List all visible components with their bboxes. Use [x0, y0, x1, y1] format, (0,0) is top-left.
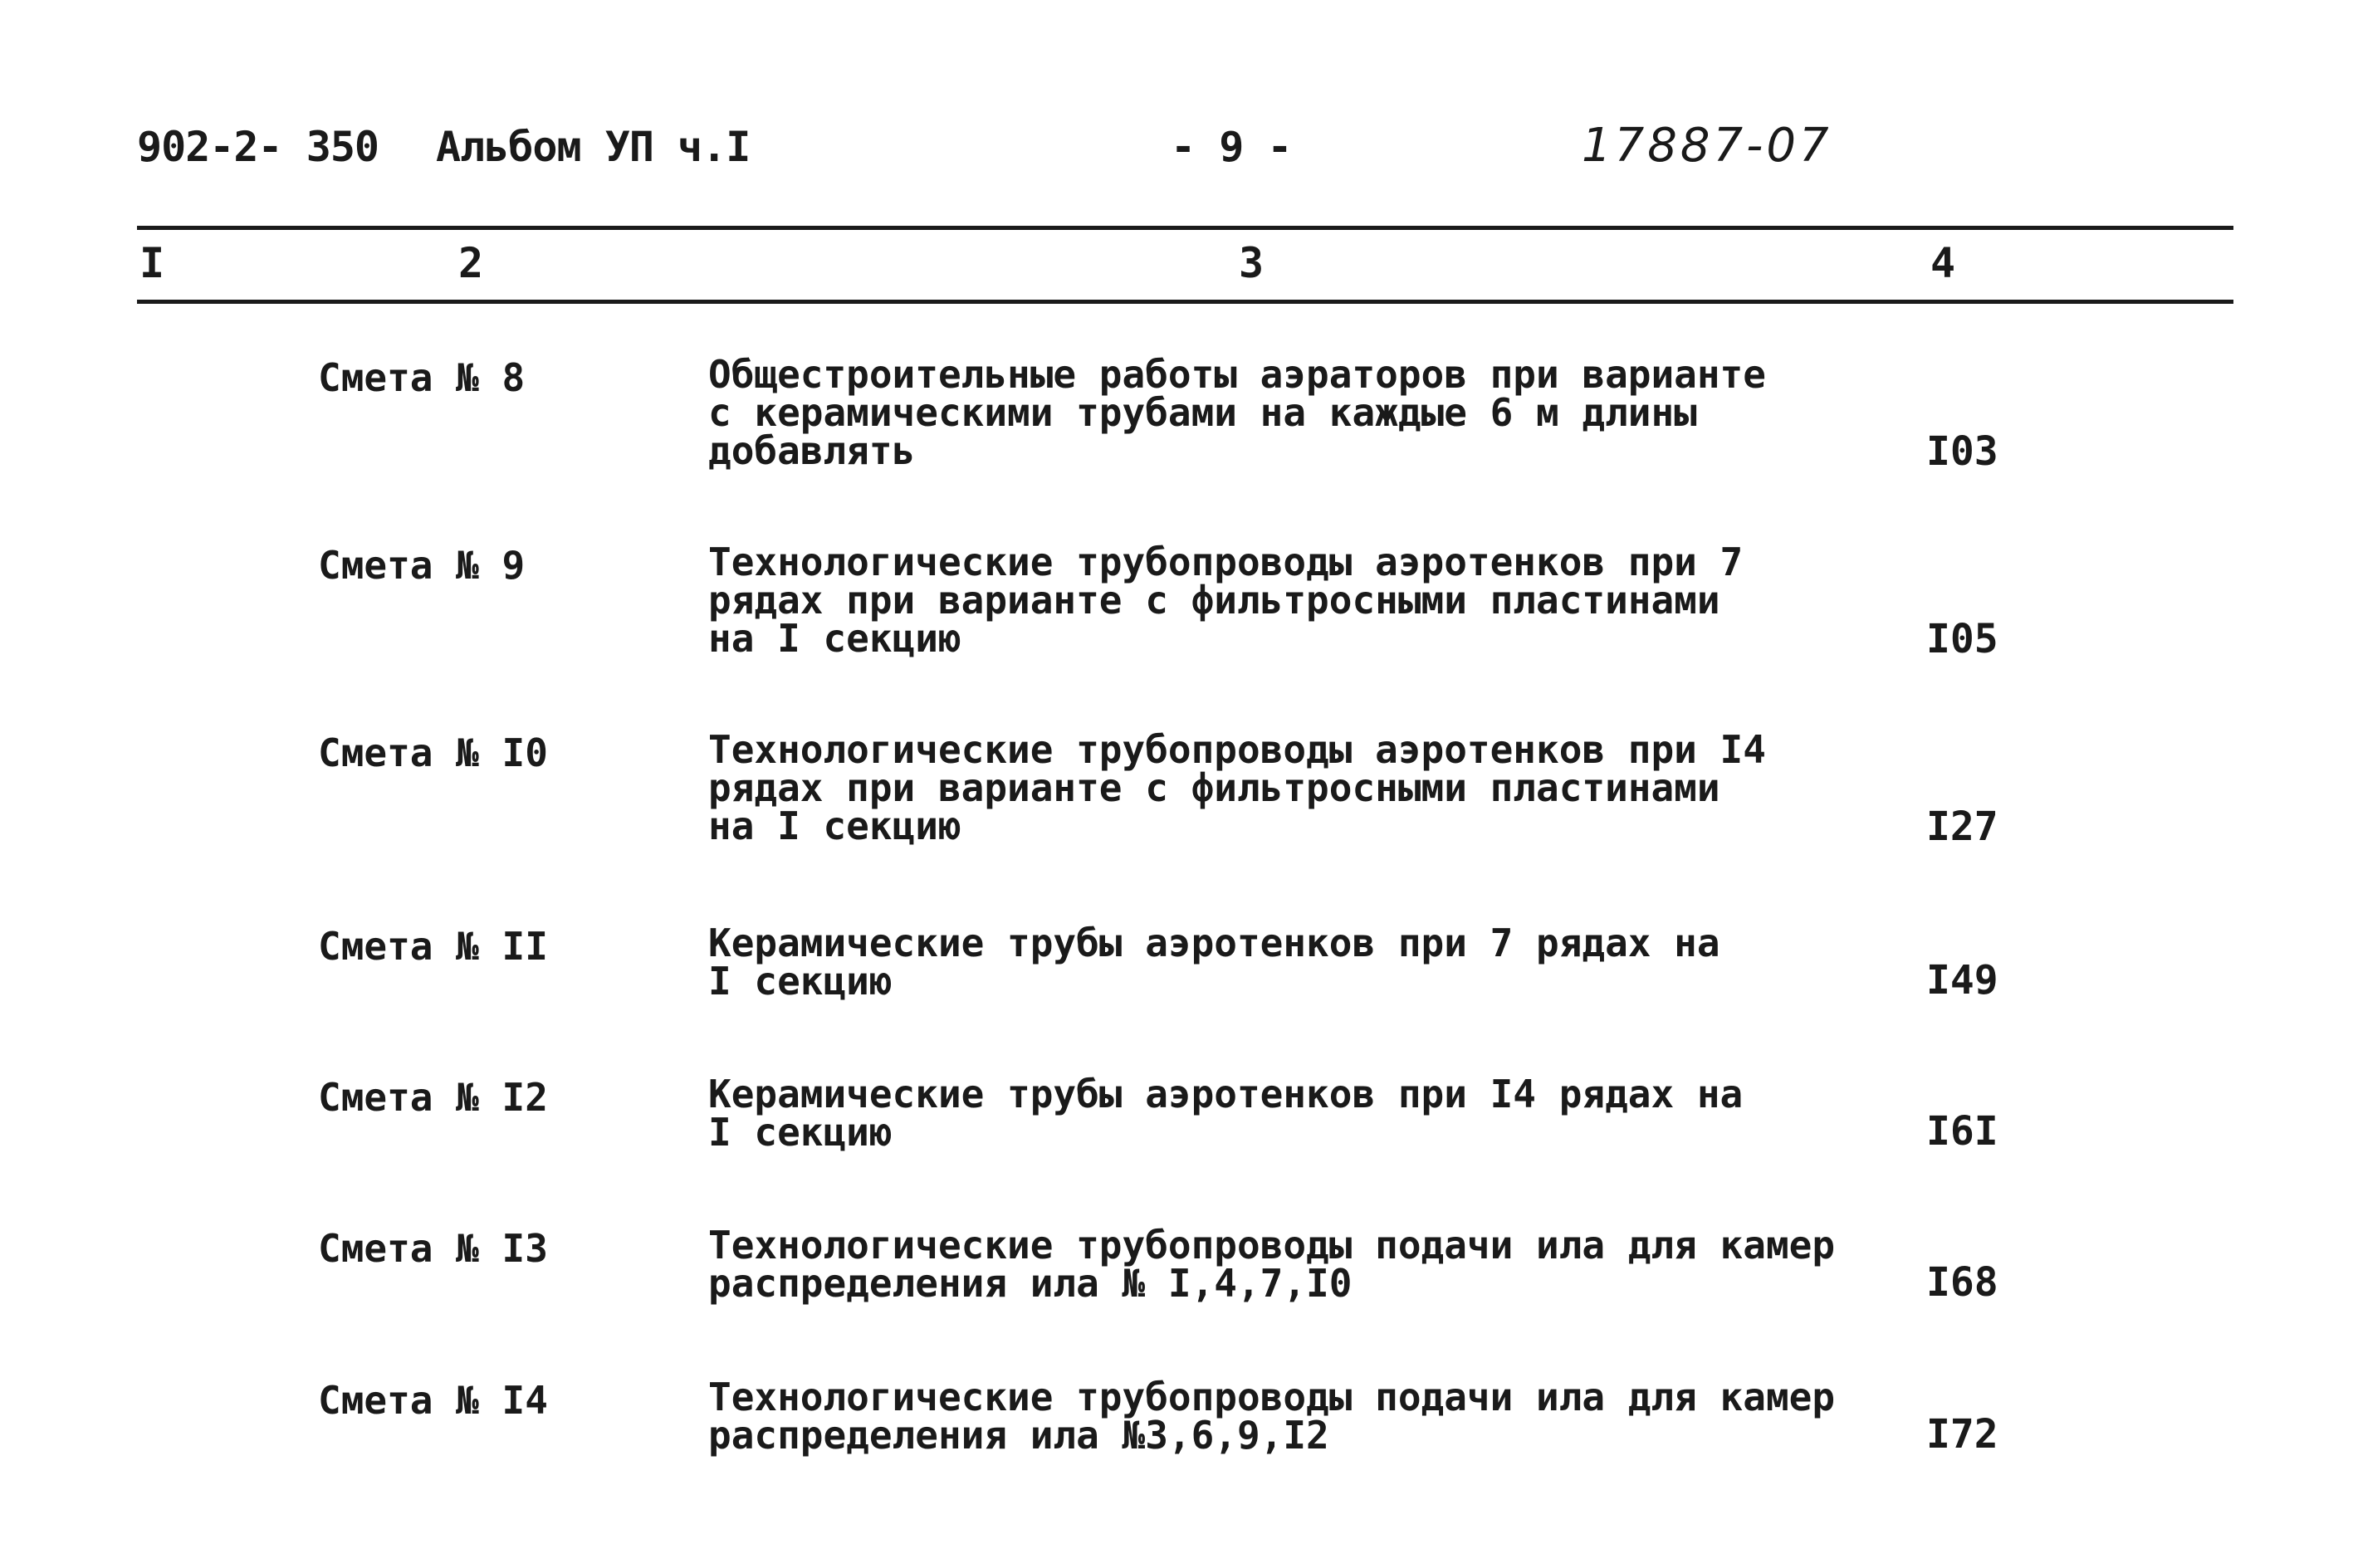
estimate-description: Керамические трубы аэротенков при 7 рядах на I секцию: [708, 921, 1720, 1004]
estimate-page: I68: [1926, 1259, 1998, 1306]
column-number-4: 4: [1930, 239, 1956, 287]
estimate-description: Технологические трубопроводы подачи ила для камер распределения ила № I,4,7,I0: [708, 1223, 1836, 1306]
column-number-3: 3: [1239, 239, 1265, 287]
column-number-2: 2: [458, 239, 484, 287]
estimate-label: Смета № I0: [318, 730, 548, 775]
estimate-page: I6I: [1926, 1108, 1998, 1155]
estimate-label: Смета № I2: [318, 1075, 548, 1120]
document-code: 902-2- 350: [137, 123, 379, 171]
table-top-rule: [137, 226, 2233, 230]
estimate-description: Технологические трубопроводы аэротенков при I4 рядах при варианте с фильтросными пластинами на I секцию: [708, 727, 1766, 848]
album-label: Альбом УП ч.I: [436, 123, 751, 171]
estimate-label: Смета № II: [318, 924, 548, 969]
page-number: - 9 -: [1171, 123, 1292, 171]
estimate-page: I49: [1926, 957, 1998, 1004]
estimate-page: I72: [1926, 1411, 1998, 1458]
estimate-label: Смета № I4: [318, 1378, 548, 1423]
estimate-page: I05: [1926, 616, 1998, 662]
estimate-page: I03: [1926, 428, 1998, 475]
estimate-page: I27: [1926, 804, 1998, 850]
estimate-description: Технологические трубопроводы аэротенков при 7 рядах при варианте с фильтросными пластинами на I секцию: [708, 540, 1744, 661]
table-header-rule: [137, 300, 2233, 304]
estimate-label: Смета № I3: [318, 1226, 548, 1271]
column-number-1: I: [139, 239, 165, 287]
estimate-label: Смета № 8: [318, 355, 526, 400]
inventory-number: 17887-07: [1582, 119, 1832, 173]
estimate-description: Технологические трубопроводы подачи ила для камер распределения ила №3,6,9,I2: [708, 1375, 1836, 1458]
estimate-description: Общестроительные работы аэраторов при варианте с керамическими трубами на каждые 6 м длины добавлять: [708, 352, 1766, 473]
estimate-label: Смета № 9: [318, 543, 526, 588]
estimate-description: Керамические трубы аэротенков при I4 рядах на I секцию: [708, 1072, 1744, 1155]
